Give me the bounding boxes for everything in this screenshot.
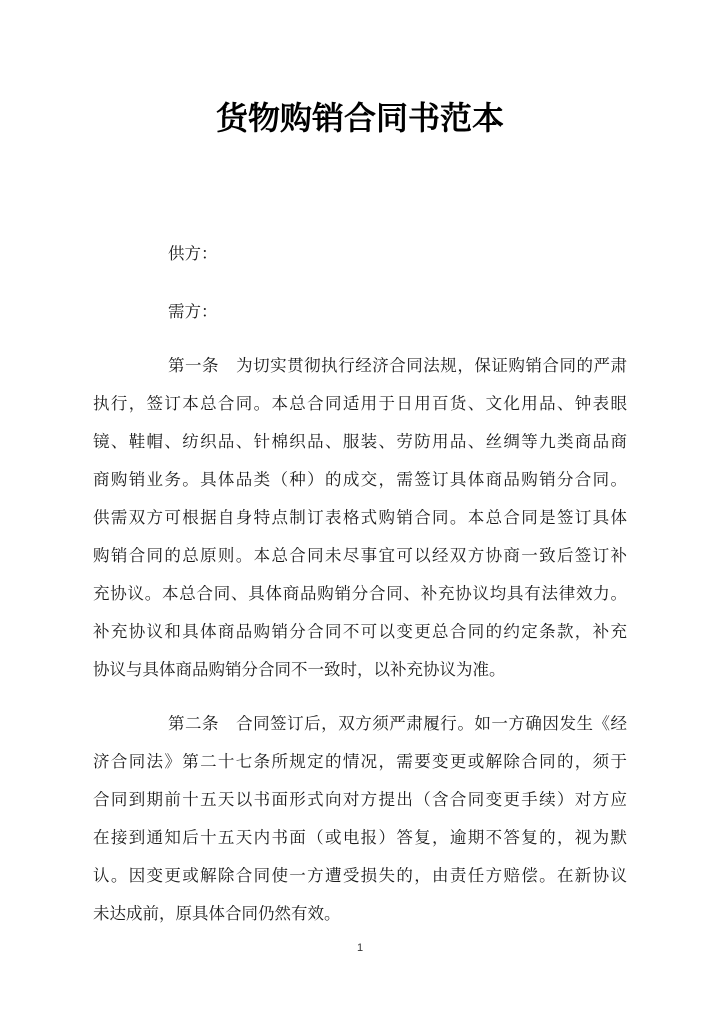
paragraph-line: 济合同法》第二十七条所规定的情况，需要变更或解除合同的，须于 [93, 753, 627, 771]
paragraph-line: 执行，签订本总合同。本总合同适用于日用百货、文化用品、钟表眼 [93, 395, 627, 413]
document-title: 货物购销合同书范本 [215, 100, 504, 136]
paragraph-line: 第一条 为切实贯彻执行经济合同法规，保证购销合同的严肃 [168, 357, 627, 375]
paragraph-line: 商购销业务。具体品类（种）的成交，需签订具体商品购销分合同。 [93, 471, 627, 489]
paragraph-line: 协议与具体商品购销分合同不一致时，以补充协议为准。 [93, 661, 506, 679]
paragraph-line: 镜、鞋帽、纺织品、针棉织品、服装、劳防用品、丝绸等九类商品商 [93, 433, 627, 451]
paragraph-line: 购销合同的总原则。本总合同未尽事宜可以经双方协商一致后签订补 [93, 547, 627, 565]
supplier-label: 供方： [168, 245, 218, 263]
paragraph-line: 充协议。本总合同、具体商品购销分合同、补充协议均具有法律效力。 [93, 585, 627, 603]
paragraph-line: 合同到期前十五天以书面形式向对方提出（含合同变更手续）对方应 [93, 791, 627, 809]
paragraph-line: 第二条 合同签订后，双方须严肃履行。如一方确因发生《经 [168, 715, 627, 733]
paragraph-line: 认。因变更或解除合同使一方遭受损失的，由责任方赔偿。在新协议 [93, 867, 627, 885]
buyer-label: 需方： [168, 303, 218, 321]
paragraph-2 [93, 705, 627, 933]
paragraph-line: 补充协议和具体商品购销分合同不可以变更总合同的约定条款，补充 [93, 623, 627, 641]
paragraph-line: 未达成前，原具体合同仍然有效。 [93, 905, 341, 923]
paragraph-1 [93, 347, 627, 689]
paragraph-line: 在接到通知后十五天内书面（或电报）答复，逾期不答复的，视为默 [93, 829, 627, 847]
paragraph-line: 供需双方可根据自身特点制订表格式购销合同。本总合同是签订具体 [93, 509, 627, 527]
page-number: 1 [356, 942, 364, 954]
